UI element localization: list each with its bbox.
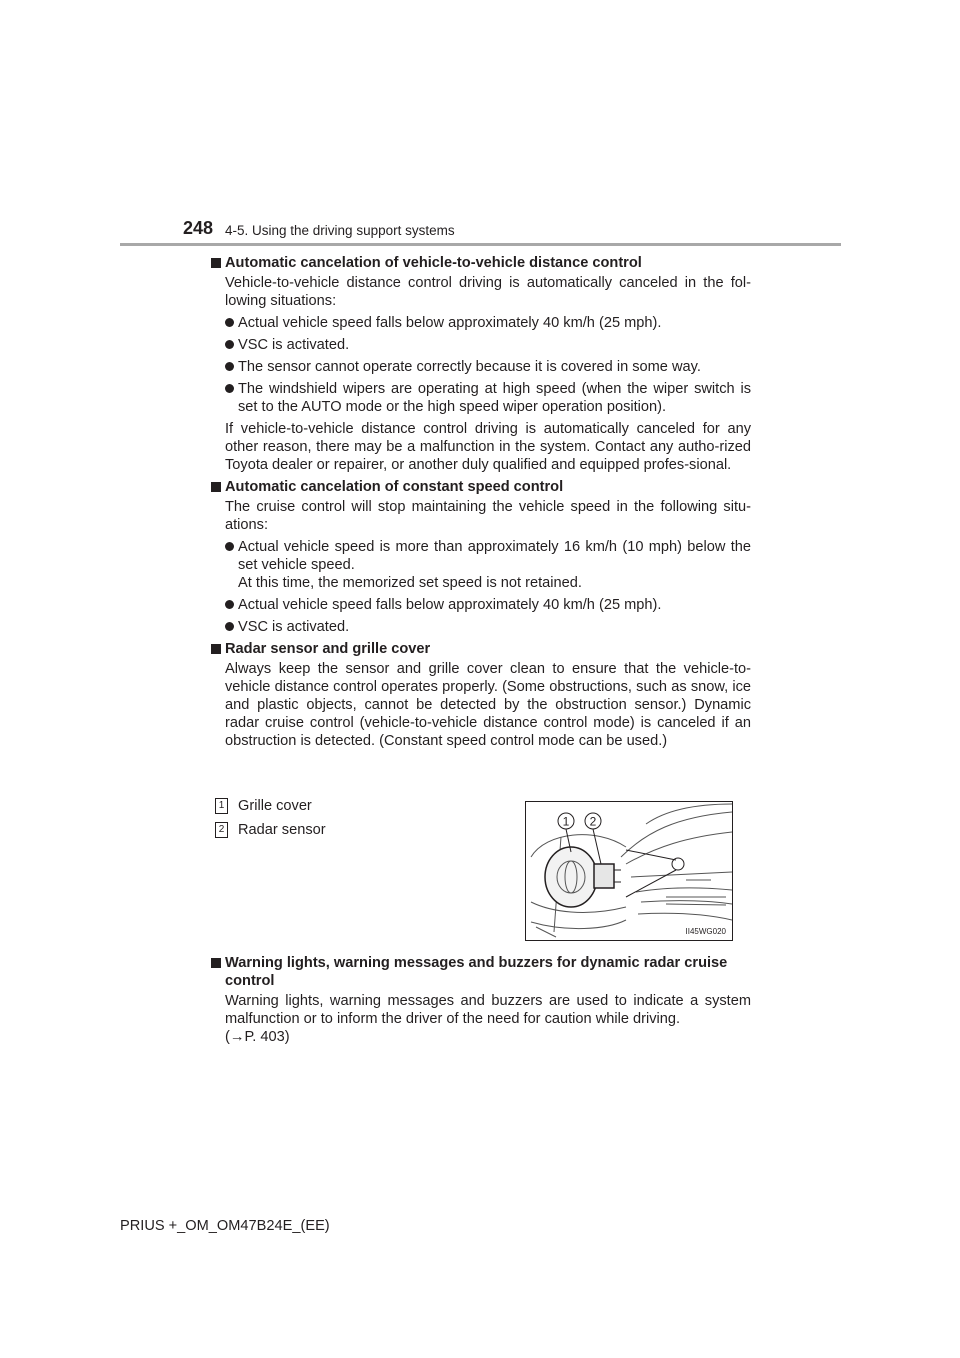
header-divider: [120, 243, 841, 246]
section-heading: Automatic cancelation of vehicle-to-vehicle distance control: [211, 254, 751, 272]
section-title: 4-5. Using the driving support systems: [225, 223, 455, 238]
main-content-continued: [211, 954, 751, 1050]
circle-bullet-icon: [225, 384, 234, 393]
figure-marker-2: 2: [589, 814, 597, 829]
bullet-note: At this time, the memorized set speed is not retained.: [238, 575, 582, 591]
figure-code: II45WG020: [685, 927, 726, 936]
legend-item: 2 Radar sensor: [211, 821, 326, 845]
circle-bullet-icon: [225, 340, 234, 349]
square-bullet-icon: [211, 958, 221, 968]
number-marker-icon: 2: [215, 822, 228, 838]
figure-marker-1: 1: [562, 814, 570, 829]
page-number: 248: [183, 218, 214, 238]
paragraph: Always keep the sensor and grille cover clean to ensure that the vehicle-to-vehicle distance control operates properly. (Some obstructions, such as snow, ice and plastic objects, cannot be detected by the obstruction sensor.) Dynamic radar cruise control (vehicle-to-vehicle distance control mode) is canceled if an obstruction is detected. (Constant speed control mode can be used.): [225, 661, 751, 749]
circle-bullet-icon: [225, 318, 234, 327]
square-bullet-icon: [211, 258, 221, 268]
square-bullet-icon: [211, 644, 221, 654]
bullet-item: The windshield wipers are operating at high speed (when the wiper switch is set to the AUTO mode or the high speed wiper operation position).: [211, 380, 751, 416]
paragraph: If vehicle-to-vehicle distance control driving is automatically canceled for any other reason, there may be a malfunction in the system. Contact any autho-rized Toyota dealer or repairer, or another duly qualified and equipped profes-sional.: [225, 421, 751, 473]
radar-sensor-illustration: [525, 801, 733, 941]
bullet-item: Actual vehicle speed falls below approximately 40 km/h (25 mph).: [211, 314, 751, 332]
number-marker-icon: 1: [215, 798, 228, 814]
bullet-item: VSC is activated.: [211, 336, 751, 354]
bullet-item: Actual vehicle speed is more than approximately 16 km/h (10 mph) below the set vehicle speed. At this time, the memorized set speed is not retained.: [211, 538, 751, 592]
bullet-item: VSC is activated.: [211, 618, 751, 636]
circle-bullet-icon: [225, 622, 234, 631]
square-bullet-icon: [211, 482, 221, 492]
bullet-item: Actual vehicle speed falls below approximately 40 km/h (25 mph).: [211, 596, 751, 614]
section-heading: Radar sensor and grille cover: [211, 640, 751, 658]
main-content: [211, 254, 751, 754]
legend-item: 1 Grille cover: [211, 797, 326, 821]
document-id: PRIUS +_OM_OM47B24E_(EE): [120, 1218, 330, 1234]
circle-bullet-icon: [225, 362, 234, 371]
paragraph: Vehicle-to-vehicle distance control driving is automatically canceled in the fol-lowing situations:: [225, 275, 751, 309]
figure-legend: [211, 797, 326, 845]
bullet-item: The sensor cannot operate correctly because it is covered in some way.: [211, 358, 751, 376]
car-front-drawing: [526, 802, 732, 940]
section-heading: Warning lights, warning messages and buzzers for dynamic radar cruise control: [211, 954, 751, 990]
paragraph: Warning lights, warning messages and buzzers are used to indicate a system malfunction or to inform the driver of the need for caution while driving. (→P. 403): [225, 993, 751, 1045]
circle-bullet-icon: [225, 542, 234, 551]
circle-bullet-icon: [225, 600, 234, 609]
section-heading: Automatic cancelation of constant speed control: [211, 478, 751, 496]
paragraph: The cruise control will stop maintaining the vehicle speed in the following situ-ations:: [225, 499, 751, 533]
page-reference: (→P. 403): [225, 1029, 290, 1045]
